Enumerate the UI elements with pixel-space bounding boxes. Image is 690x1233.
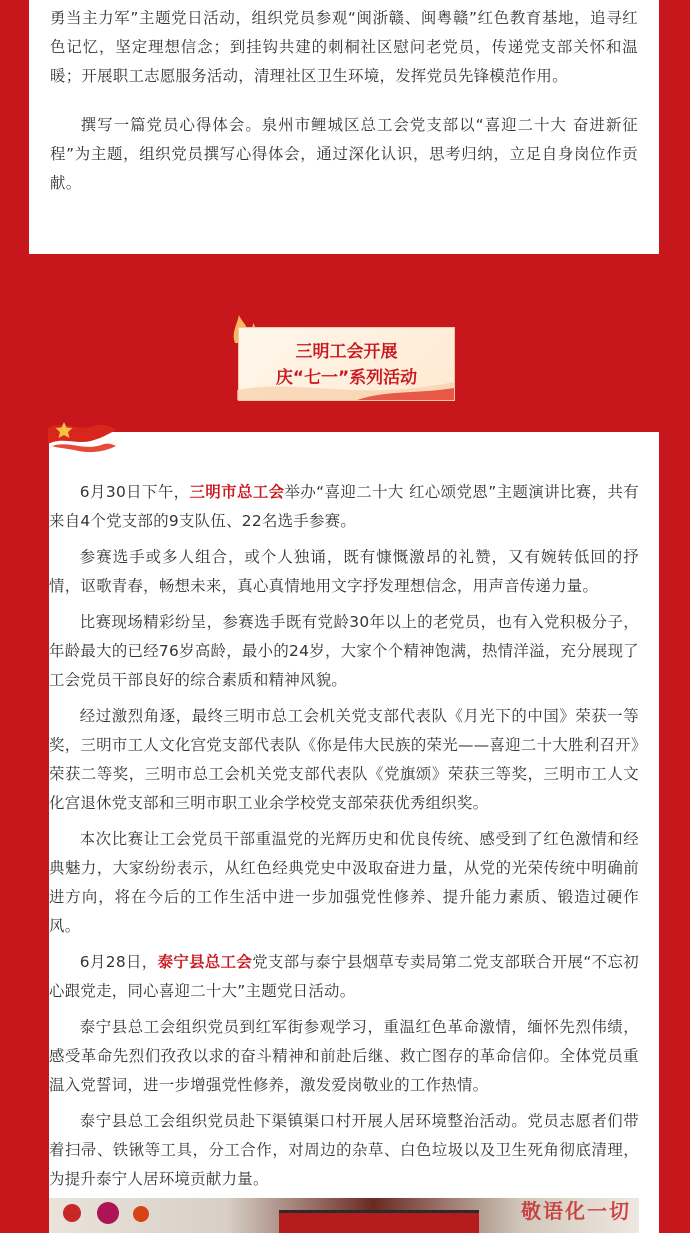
article-body: [49, 478, 639, 1201]
paragraph: 勇当主力军”主题党日活动，组织党员参观“闽浙赣、闽粤赣”红色教育基地，追寻红色记忆，坚定理想信念；到挂钩共建的刺桐社区慰问老党员，传递党支部关怀和温暖；开展职工志愿服务活动，清理社区卫生环境，发挥党员先锋模范作用。: [50, 9, 638, 85]
wave-decoration-icon: [237, 360, 454, 400]
banner-title-line1: 三明工会开展: [295, 342, 398, 362]
paragraph: [49, 948, 639, 1006]
paragraph: 经过激烈角逐，最终三明市总工会机关党支部代表队《月光下的中国》荣获一等奖，三明市工人文化宫党支部代表队《你是伟大民族的荣光——喜迎二十大胜利召开》荣获二等奖，三明市总工会机关党支部代表队《党旗颂》荣获三等奖，三明市工人文化宫退休党支部和三明市职工业余学校党支部荣获优秀组织奖。: [49, 707, 639, 812]
badge-icon: [97, 1202, 119, 1224]
badge-icon: [133, 1206, 149, 1222]
event-photo: [49, 1198, 639, 1233]
text-span: 6月30日下午，: [79, 483, 190, 501]
badge-icon: [63, 1204, 81, 1222]
text-span: 举办“喜迎二十大 红心颂党恩”主题演讲比赛，共有来自4个党支部的9支队伍、22名选手参赛。: [49, 483, 639, 530]
paragraph: 撰写一篇党员心得体会。泉州市鲤城区总工会党支部以“喜迎二十大 奋进新征程”为主题，组织党员撰写心得体会，通过深化认识，思考归纳，立足自身岗位作贡献。: [50, 116, 638, 192]
banner-title-line2: 庆“七一”系列活动: [275, 368, 418, 388]
paragraph: 泰宁县总工会组织党员赴下渠镇渠口村开展人居环境整治活动。党员志愿者们带着扫帚、铁锹等工具，分工合作，对周边的杂草、白色垃圾以及卫生死角彻底清理，为提升泰宁人居环境贡献力量。: [49, 1112, 639, 1188]
article-card-top: [29, 0, 659, 254]
section-title-banner: [238, 327, 455, 401]
org-highlight: 泰宁县总工会: [157, 953, 253, 971]
paragraph: 本次比赛让工会党员干部重温党的光辉历史和优良传统、感受到了红色激情和经典魅力，大家纷纷表示，从红色经典党史中汲取奋进力量，从党的光荣传统中明确前进方向，将在今后的工作生活中进一步加强党性修养、提升能力素质、锻造过硬作风。: [49, 830, 639, 935]
paragraph: 参赛选手或多人组合，或个人独诵，既有慷慨激昂的礼赞，又有婉转低回的抒情，讴歌青春，畅想未来，真心真情地用文字抒发理想信念，用声音传递力量。: [49, 548, 639, 595]
paragraph: [49, 478, 639, 536]
paragraph: 泰宁县总工会组织党员到红军街参观学习，重温红色革命激情，缅怀先烈伟绩，感受革命先烈们孜孜以求的奋斗精神和前赴后继、救亡图存的革命信仰。全体党员重温入党誓词，进一步增强党性修养，激发爱岗敬业的工作热情。: [49, 1018, 639, 1094]
photo-wall-text: 敬语化一切: [521, 1199, 631, 1223]
paragraph: 比赛现场精彩纷呈，参赛选手既有党龄30年以上的老党员，也有入党积极分子，年龄最大的已经76岁高龄，最小的24岁，大家个个精神饱满，热情洋溢，充分展现了工会党员干部良好的综合素质和精神风貌。: [49, 613, 639, 689]
org-highlight: 三明市总工会: [189, 483, 285, 501]
ribbon-flag-icon: [44, 418, 118, 456]
text-span: 6月28日，: [79, 953, 158, 971]
article-card-bottom: [49, 432, 659, 1233]
text-span: 党支部与泰宁县烟草专卖局第二党支部联合开展“不忘初心跟党走，同心喜迎二十大”主题党日活动。: [49, 953, 639, 1000]
screen: [279, 1210, 479, 1233]
